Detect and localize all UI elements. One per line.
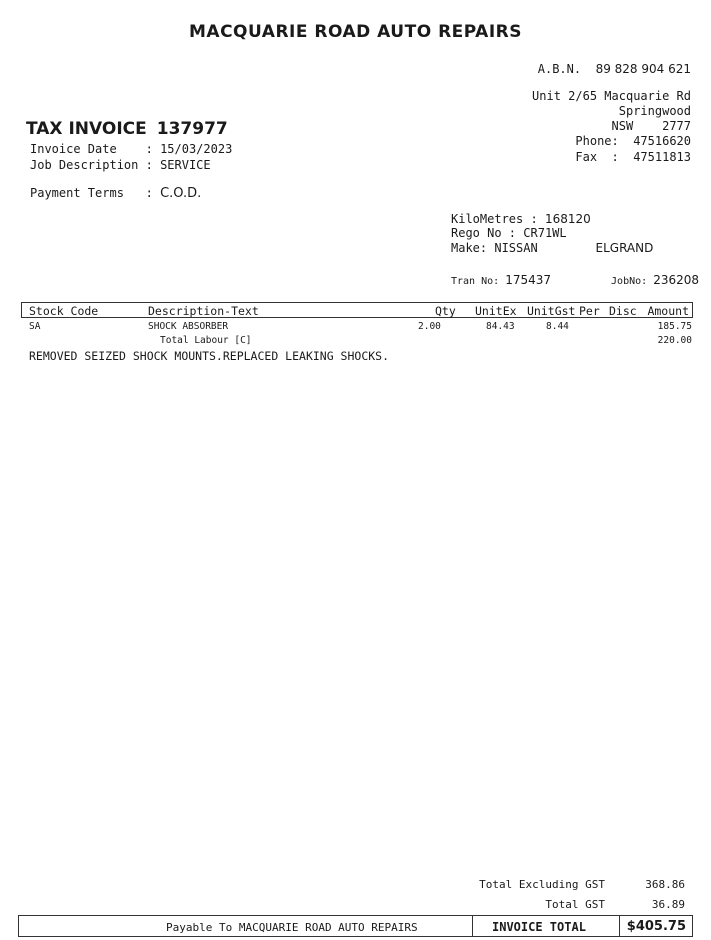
jobno-value: 236208 (653, 273, 699, 287)
row-stock-code: SA (29, 321, 41, 332)
header-stock-code: Stock Code (29, 304, 99, 318)
header-amount: Amount (647, 304, 689, 318)
row-unit-ex: 84.43 (486, 321, 515, 332)
make-line (451, 241, 653, 255)
address-line-2: Springwood (618, 104, 691, 118)
payment-terms: C.O.D. (160, 186, 202, 201)
row-description: Total Labour [C] (160, 335, 252, 346)
job-description-label: Job Description : (30, 158, 153, 172)
invoice-date-line (30, 142, 232, 156)
fax-value: 47511813 (633, 150, 691, 164)
make-value: NISSAN (494, 241, 538, 255)
kilometres-label: KiloMetres : (451, 212, 538, 226)
rego-line (451, 226, 567, 240)
make-label: Make: (451, 241, 488, 255)
abn-line (538, 62, 691, 76)
model-value: ELGRAND (595, 241, 654, 255)
invoice-number: 137977 (156, 119, 228, 139)
invoice-date: 15/03/2023 (160, 142, 233, 156)
total-gst-label: Total GST (545, 898, 605, 911)
total-ex-gst-label: Total Excluding GST (479, 878, 605, 891)
invoice-heading (26, 119, 228, 139)
phone-label: Phone: (575, 134, 619, 148)
postcode: 2777 (662, 119, 691, 133)
header-unit-gst: UnitGst (527, 304, 576, 318)
payment-terms-label: Payment Terms : (30, 186, 153, 200)
state: NSW (611, 119, 634, 133)
address-line-1: Unit 2/65 Macquarie Rd (532, 89, 691, 103)
header-description: Description-Text (148, 304, 259, 318)
invoice-total-value: $405.75 (626, 919, 686, 934)
rego-label: Rego No : (451, 226, 517, 240)
header-unit-ex: UnitEx (475, 304, 517, 318)
total-ex-gst-value: 368.86 (645, 878, 685, 891)
table-header (21, 302, 693, 318)
footer-divider (619, 916, 620, 936)
table-row (21, 321, 693, 335)
invoice-total-label: INVOICE TOTAL (492, 920, 586, 934)
phone-line (575, 134, 691, 148)
address-state-postcode (612, 119, 692, 133)
job-description-line (30, 158, 211, 172)
work-note: REMOVED SEIZED SHOCK MOUNTS.REPLACED LEAKING SHOCKS. (29, 349, 390, 363)
rego-value: CR71WL (523, 226, 567, 240)
job-description: SERVICE (160, 158, 211, 172)
total-gst-value: 36.89 (651, 898, 685, 911)
tran-label: Tran No: (451, 276, 500, 287)
tran-number-line (451, 273, 551, 287)
abn-value: 89 828 904 621 (595, 62, 691, 76)
jobno-label: JobNo: (611, 276, 648, 287)
tran-value: 175437 (505, 273, 552, 287)
table-row (21, 335, 693, 349)
row-qty: 2.00 (418, 321, 441, 332)
job-number-line (611, 273, 699, 287)
invoice-date-label: Invoice Date : (30, 142, 153, 156)
invoice-title: TAX INVOICE (26, 119, 147, 139)
fax-line (575, 150, 691, 164)
fax-label: Fax : (575, 150, 619, 164)
company-name: MACQUARIE ROAD AUTO REPAIRS (189, 22, 522, 42)
header-disc: Disc (609, 304, 637, 318)
row-amount: 185.75 (657, 321, 692, 332)
invoice-total-bar (18, 915, 693, 937)
payable-to: Payable To MACQUARIE ROAD AUTO REPAIRS (166, 921, 418, 934)
abn-label: A.B.N. (537, 62, 582, 76)
header-qty: Qty (435, 304, 456, 318)
payment-terms-line (30, 186, 201, 201)
kilometres-line (451, 212, 591, 226)
row-unit-gst: 8.44 (546, 321, 569, 332)
phone-value: 47516620 (633, 134, 691, 148)
kilometres-value: 168120 (544, 212, 591, 226)
footer-divider (472, 916, 473, 936)
row-amount: 220.00 (657, 335, 692, 346)
row-description: SHOCK ABSORBER (148, 321, 229, 332)
header-per: Per (579, 304, 600, 318)
